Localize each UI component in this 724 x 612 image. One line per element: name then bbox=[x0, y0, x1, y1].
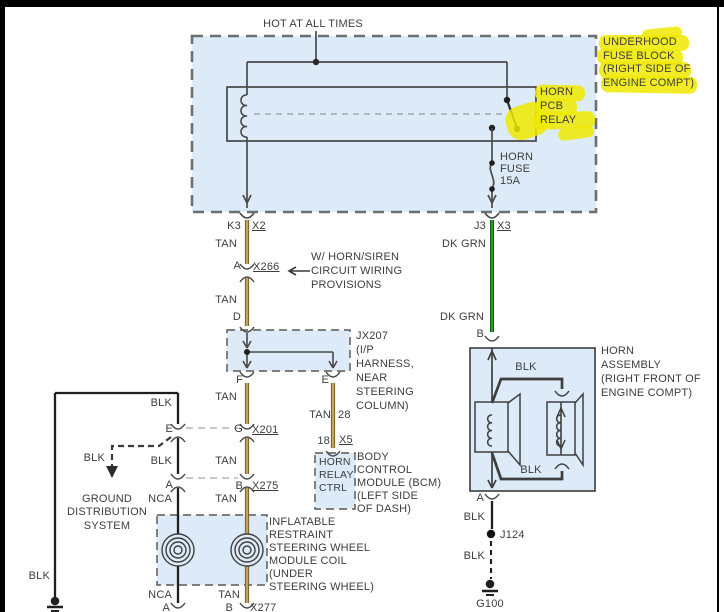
connector-label-x3: X3 bbox=[497, 220, 511, 232]
bcm-name-4: (LEFT SIDE bbox=[357, 490, 419, 502]
horn-assembly-label-3: (RIGHT FRONT OF bbox=[601, 373, 701, 385]
bcm-name-1: BODY bbox=[357, 451, 389, 463]
underhood-title-2: FUSE BLOCK bbox=[603, 50, 675, 62]
bcm-name-3: MODULE (BCM) bbox=[357, 477, 442, 489]
wire-color-blk-horn-bottom: BLK bbox=[520, 464, 542, 476]
wire-color-blk-horn-top: BLK bbox=[515, 361, 537, 373]
wire-color-blk-2: BLK bbox=[83, 452, 105, 464]
note-line-3: PROVISIONS bbox=[311, 279, 382, 291]
pin-label-x201-e: E bbox=[165, 423, 173, 435]
pin-label-j3: J3 bbox=[473, 220, 486, 232]
connector-label-x2: X2 bbox=[252, 220, 266, 232]
connector-x2-icon bbox=[240, 213, 254, 218]
sir-coil-label-3: STEERING WHEEL bbox=[269, 542, 371, 554]
horn-assembly-label-4: ENGINE COMPT) bbox=[601, 387, 693, 399]
wire-color-nca-1: NCA bbox=[148, 493, 172, 505]
ground-ref-1: GROUND bbox=[81, 493, 133, 505]
hot-at-all-times-label: HOT AT ALL TIMES bbox=[263, 18, 363, 30]
ground-icon-left bbox=[47, 597, 63, 611]
jx207-label-6: COLUMN) bbox=[356, 400, 409, 412]
wire-color-blk-5: BLK bbox=[463, 550, 485, 562]
wire-color-tan-7: TAN bbox=[218, 589, 240, 601]
pin-label-k3: K3 bbox=[227, 220, 241, 232]
horn-assembly-label-1: HORN bbox=[601, 345, 635, 357]
bcm-name-2: CONTROL bbox=[357, 464, 413, 476]
circuit-label-28: 28 bbox=[338, 409, 351, 421]
fuse-terminal-bottom bbox=[489, 186, 495, 192]
horn-ground-wire bbox=[491, 501, 492, 579]
pin-label-horn-a: A bbox=[476, 492, 484, 504]
connector-label-x5: X5 bbox=[339, 434, 353, 446]
note-line-1: W/ HORN/SIREN bbox=[311, 251, 400, 263]
splice-dot-j124 bbox=[487, 530, 495, 538]
ground-label-g100: G100 bbox=[476, 598, 504, 610]
fuse-terminal-top bbox=[489, 160, 495, 166]
jx207-label-4: NEAR bbox=[356, 372, 388, 384]
wire-color-tan-5: TAN bbox=[215, 455, 237, 467]
pin-label-horn-b: B bbox=[476, 328, 484, 340]
connector-label-x266: X266 bbox=[253, 261, 280, 273]
bcm-func-3: CTRL bbox=[319, 482, 348, 494]
wire-color-blk-far-left: BLK bbox=[28, 570, 50, 582]
pin-label-x277-b: B bbox=[225, 602, 233, 612]
connector-label-x201: X201 bbox=[252, 424, 279, 436]
wire-color-dkgrn-1: DK GRN bbox=[442, 238, 486, 250]
fuse-label-2: FUSE bbox=[500, 163, 531, 175]
pin-label-x277-a: A bbox=[162, 602, 170, 612]
sir-coil-label-1: INFLATABLE bbox=[269, 516, 336, 528]
fuse-label-3: 15A bbox=[500, 175, 521, 187]
fuse-label-1: HORN bbox=[500, 151, 534, 163]
sir-coil-label-5: (UNDER bbox=[269, 568, 313, 580]
connector-label-x275: X275 bbox=[252, 480, 279, 492]
sir-coil-label-6: STEERING WHEEL) bbox=[269, 581, 375, 593]
bcm-func-2: RELAY bbox=[319, 469, 354, 481]
pin-label-x275-b: B bbox=[235, 480, 243, 492]
bcm-name-5: OF DASH) bbox=[357, 503, 412, 515]
wire-color-nca-2: NCA bbox=[148, 589, 172, 601]
connector-mate-dashes bbox=[186, 428, 238, 478]
pin-label-x275-a: A bbox=[165, 479, 173, 491]
pin-label-d: D bbox=[232, 311, 241, 323]
ground-ref-2: DISTRIBUTION bbox=[66, 506, 148, 518]
jx207-label-5: STEERING bbox=[356, 386, 414, 398]
pin-label-e-jx207: E bbox=[321, 374, 329, 386]
underhood-title-3: (RIGHT SIDE OF bbox=[603, 63, 691, 75]
underhood-title-1: UNDERHOOD bbox=[603, 36, 677, 48]
connector-label-x277: X277 bbox=[250, 602, 277, 612]
sir-coil-label-2: RESTRAINT bbox=[269, 529, 334, 541]
note-arrow-icon bbox=[286, 266, 312, 276]
jx207-label-2: (I/P bbox=[356, 344, 374, 356]
ground-ref-3: SYSTEM bbox=[83, 520, 131, 532]
horn-assembly-label-2: ASSEMBLY bbox=[601, 359, 662, 371]
pin-label-18: 18 bbox=[317, 435, 330, 447]
note-line-2: CIRCUIT WIRING bbox=[311, 265, 403, 277]
ground-icon-g100 bbox=[482, 580, 498, 595]
jx207-label-1: JX207 bbox=[356, 330, 389, 342]
wire-color-tan-2: TAN bbox=[215, 294, 237, 306]
relay-label-2: PCB bbox=[540, 100, 564, 112]
wire-color-blk-4: BLK bbox=[463, 511, 485, 523]
bcm-func-1: HORN bbox=[319, 456, 351, 468]
wire-color-dkgrn-2: DK GRN bbox=[440, 311, 484, 323]
splice-label-j124: J124 bbox=[500, 529, 525, 541]
relay-label-3: RELAY bbox=[540, 114, 577, 126]
jx207-splice-dot bbox=[244, 349, 250, 355]
pin-label-x201-g: G bbox=[234, 423, 243, 435]
wire-color-tan-6: TAN bbox=[215, 493, 237, 505]
wire-color-tan-3: TAN bbox=[215, 391, 237, 403]
pin-label-x266-a: A bbox=[233, 260, 241, 272]
wire-color-blk-3: BLK bbox=[150, 455, 172, 467]
wire-color-blk-1: BLK bbox=[150, 397, 172, 409]
relay-label-1: HORN bbox=[540, 86, 574, 98]
wire-color-tan-1: TAN bbox=[215, 238, 237, 250]
pin-label-f: F bbox=[236, 374, 243, 386]
jx207-label-3: HARNESS, bbox=[356, 358, 414, 370]
connector-x3-icon bbox=[485, 213, 499, 218]
underhood-title-4: ENGINE COMPT) bbox=[603, 77, 695, 89]
wire-color-tan-4: TAN bbox=[309, 409, 331, 421]
sir-coil-label-4: MODULE COIL bbox=[269, 555, 347, 567]
splice-dot-hot bbox=[313, 59, 319, 65]
